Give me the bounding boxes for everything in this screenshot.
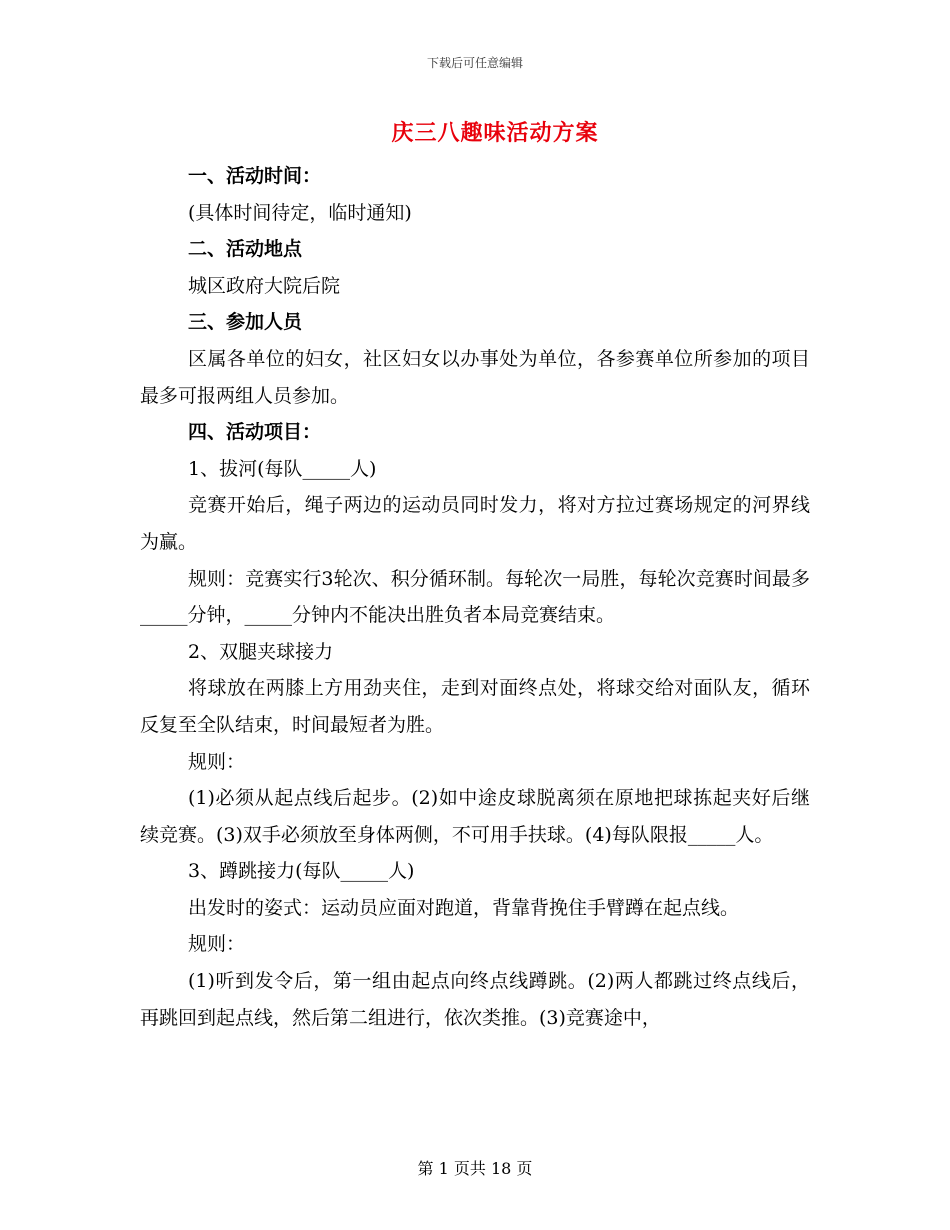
event-2-rules-label: 规则： (188, 750, 246, 773)
event-1-description: 竞赛开始后，绳子两边的运动员同时发力，将对方拉过赛场规定的河界线为赢。 (140, 494, 810, 553)
event-2-rules: (1)必须从起点线后起步。(2)如中途皮球脱离须在原地把球拣起夹好后继续竞赛。(3)双手必须放至身体两侧，不可用手扶球。(4)每队限报_____人。 (140, 787, 810, 846)
paragraph-participants: 区属各单位的妇女，社区妇女以办事处为单位，各参赛单位所参加的项目最多可报两组人员参加。 (140, 347, 810, 407)
section-heading-events: 四、活动项目： (188, 421, 322, 444)
event-1-title: 1、拔河(每队_____人) (188, 457, 377, 480)
event-2-title: 2、双腿夹球接力 (188, 640, 334, 663)
event-2-description: 将球放在两膝上方用劲夹住，走到对面终点处，将球交给对面队友，循环反复至全队结束，时间最短者为胜。 (140, 677, 810, 736)
paragraph-time: (具体时间待定，临时通知) (188, 201, 412, 224)
section-heading-time: 一、活动时间： (188, 165, 322, 187)
paragraph-location: 城区政府大院后院 (188, 274, 341, 297)
page-header-note: 下载后可任意编辑 (426, 56, 523, 70)
event-3-description: 出发时的姿式：运动员应面对跑道，背靠背挽住手臂蹲在起点线。 (188, 896, 740, 919)
event-1-rules: 规则：竞赛实行3轮次、积分循环制。每轮次一局胜，每轮次竞赛时间最多_____分钟，_____分钟内不能决出胜负者本局竞赛结束。 (140, 567, 810, 627)
document-title: 庆三八趣味活动方案 (391, 120, 599, 146)
event-3-rules-label: 规则： (188, 933, 246, 956)
page-footer-number: 第 1 页共 18 页 (417, 1159, 533, 1178)
document-body (140, 158, 810, 1036)
section-heading-participants: 三、参加人员 (188, 311, 303, 334)
event-3-title: 3、蹲跳接力(每队_____人) (188, 860, 415, 883)
section-heading-location: 二、活动地点 (188, 238, 303, 261)
event-3-rules: (1)听到发令后，第一组由起点向终点线蹲跳。(2)两人都跳过终点线后，再跳回到起点线，然后第二组进行，依次类推。(3)竞赛途中， (140, 970, 810, 1029)
